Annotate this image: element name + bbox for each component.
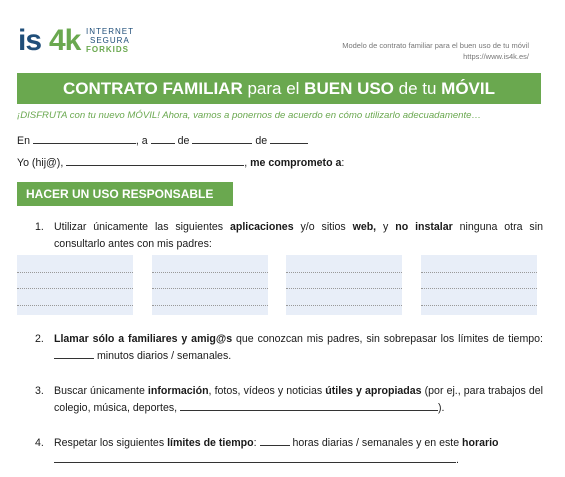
title-part1: CONTRATO FAMILIAR — [62, 79, 243, 98]
item-1-t3: y — [376, 221, 396, 233]
item-4-t3: horas diarias / semanales y en este — [289, 437, 463, 449]
header-subtitle: Modelo de contrato familiar para el buen uso de tu móvil — [342, 41, 529, 50]
schedule-blank[interactable] — [54, 462, 456, 463]
apps-line[interactable] — [152, 288, 268, 289]
apps-line[interactable] — [17, 288, 133, 289]
apps-column-2[interactable] — [152, 255, 268, 315]
item-4-b1: límites de tiempo — [167, 437, 254, 449]
item-1-b2: web, — [352, 221, 377, 233]
logo-line-segura: SEGURA — [90, 36, 130, 45]
item-3-t2: , fotos, vídeos y noticias — [208, 385, 326, 397]
apps-column-4[interactable] — [421, 255, 537, 315]
logo-4k-text: 4k — [49, 24, 81, 57]
child-name-blank[interactable] — [66, 165, 244, 166]
minutes-blank[interactable] — [54, 358, 94, 359]
header-info — [289, 40, 529, 62]
item-1-number: 1. — [35, 221, 44, 233]
item-1-t2: y/o sitios — [293, 221, 353, 233]
item-2-b1: Llamar sólo a familiares y amig@s — [54, 333, 233, 345]
list-item-1 — [35, 219, 543, 253]
item-3-t3: (por ej., para trabajos del colegio, música, deportes, — [54, 385, 543, 414]
item-3-text — [54, 383, 543, 417]
item-3-t4: ). — [438, 402, 445, 414]
apps-line[interactable] — [421, 305, 537, 306]
tagline: ¡DISFRUTA con tu nuevo MÓVIL! Ahora, vamos a ponernos de acuerdo en cómo utilizarlo adecuadamente… — [17, 110, 482, 121]
apps-grid — [17, 255, 541, 315]
item-4-t2: : — [253, 437, 260, 449]
item-4-number: 4. — [35, 437, 44, 449]
label-a: , a — [135, 135, 148, 147]
item-3-t1: Buscar únicamente — [54, 385, 148, 397]
item-4-t4: . — [456, 454, 459, 466]
item-1-text — [54, 219, 543, 253]
item-2-number: 2. — [35, 333, 44, 345]
pledge-line — [17, 157, 344, 169]
item-3-b2: útiles y apropiadas — [325, 385, 422, 397]
title-part3: BUEN USO — [304, 79, 394, 98]
list-item-2 — [35, 331, 543, 365]
item-1-t1: Utilizar únicamente las siguientes — [54, 221, 230, 233]
page-title-banner — [17, 73, 541, 104]
item-2-t1: que conozcan mis padres, sin sobrepasar los límites de tiempo: — [232, 333, 543, 345]
item-4-t1: Respetar los siguientes — [54, 437, 168, 449]
label-de-2: de — [255, 135, 268, 147]
label-commit: me comprometo a — [250, 157, 342, 169]
apps-line[interactable] — [152, 272, 268, 273]
item-2-text — [54, 331, 543, 365]
list-item-3 — [35, 383, 543, 417]
apps-column-3[interactable] — [286, 255, 402, 315]
hours-blank[interactable] — [260, 445, 290, 446]
month-blank[interactable] — [192, 143, 252, 144]
topics-blank[interactable] — [180, 410, 438, 411]
item-3-number: 3. — [35, 385, 44, 397]
item-3-b1: información — [147, 385, 209, 397]
apps-line[interactable] — [17, 272, 133, 273]
item-1-b1: aplicaciones — [230, 221, 294, 233]
day-blank[interactable] — [151, 143, 175, 144]
item-1-t4: ninguna otra sin consultarlo antes con mis padres: — [54, 221, 543, 250]
label-en: En — [17, 135, 30, 147]
year-blank[interactable] — [270, 143, 308, 144]
title-part4: de tu — [393, 79, 442, 98]
section-heading: HACER UN USO RESPONSABLE — [17, 182, 233, 206]
apps-line[interactable] — [421, 288, 537, 289]
label-comma: , — [244, 157, 248, 169]
logo-line-forkids: FORKIDS — [86, 45, 129, 54]
label-de-1: de — [177, 135, 190, 147]
list-item-4 — [35, 435, 543, 469]
apps-column-1[interactable] — [17, 255, 133, 315]
apps-line[interactable] — [286, 305, 402, 306]
logo-line-internet: INTERNET — [86, 27, 134, 36]
item-2-t2: minutos diarios / semanales. — [94, 350, 232, 362]
apps-line[interactable] — [17, 305, 133, 306]
city-blank[interactable] — [33, 143, 136, 144]
label-yo: Yo (hij@), — [17, 157, 64, 169]
label-colon: : — [341, 157, 345, 169]
apps-line[interactable] — [152, 305, 268, 306]
title-part2: para el — [242, 79, 305, 98]
apps-line[interactable] — [421, 272, 537, 273]
place-date-line — [17, 135, 308, 147]
apps-line[interactable] — [286, 288, 402, 289]
item-1-b3: no instalar — [395, 221, 453, 233]
logo-is-text: is — [18, 24, 42, 57]
header-url: https://www.is4k.es/ — [463, 52, 529, 61]
item-4-text — [54, 435, 543, 469]
title-part5: MÓVIL — [441, 79, 496, 98]
logo-tagline — [86, 27, 166, 54]
item-4-b2: horario — [462, 437, 499, 449]
apps-line[interactable] — [286, 272, 402, 273]
